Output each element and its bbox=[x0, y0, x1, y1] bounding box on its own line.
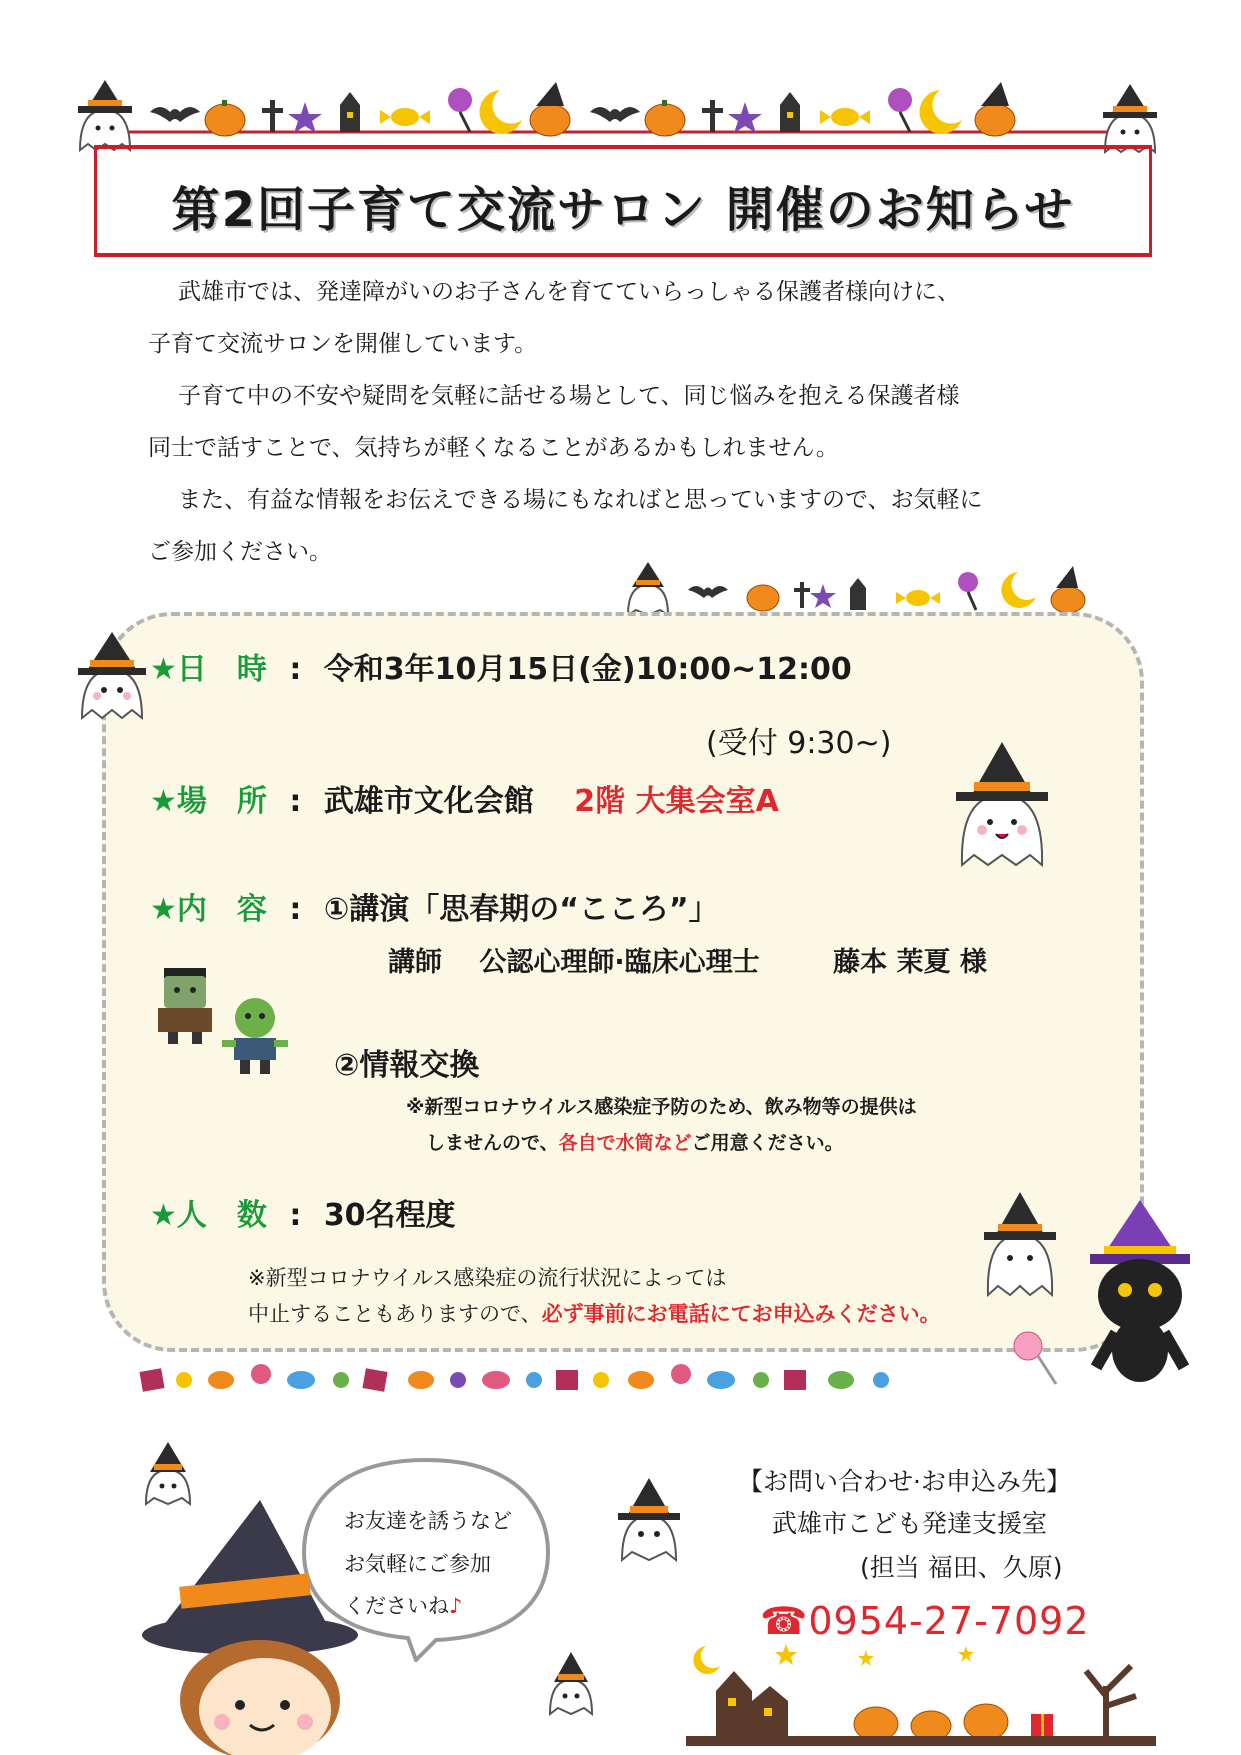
frankenstein-icon bbox=[150, 966, 220, 1046]
candy-icon bbox=[820, 108, 870, 126]
intro-line: 子育て交流サロンを開催しています。 bbox=[148, 331, 538, 357]
intro-line: 武雄市では、発達障がいのお子さんを育てていらっしゃる保護者様向けに、 bbox=[178, 279, 960, 305]
intro-line: 同士で話すことで、気持ちが軽くなることがあるかもしれません。 bbox=[148, 435, 839, 461]
cross-icon bbox=[262, 100, 283, 132]
music-note-icon: ♪ bbox=[449, 1594, 463, 1618]
phone-icon: ☎ bbox=[760, 1599, 809, 1643]
title-banner bbox=[94, 145, 1152, 257]
contact-staff: (担当 福田、久原) bbox=[860, 1553, 1063, 1582]
lollipop-icon bbox=[888, 88, 912, 132]
cross-icon bbox=[702, 100, 723, 132]
lecturer-label: 講師 bbox=[388, 947, 442, 978]
halloween-garland-small bbox=[618, 560, 1118, 620]
lecturer-row bbox=[388, 940, 987, 979]
witch-girl-icon bbox=[140, 1500, 360, 1755]
pumpkin-icon bbox=[747, 585, 779, 611]
haunted-house-icon bbox=[340, 92, 360, 132]
people-row bbox=[150, 1190, 456, 1234]
bubble-line3 bbox=[344, 1590, 462, 1620]
intro-paragraph bbox=[148, 266, 1128, 578]
ghost-icon bbox=[78, 80, 132, 150]
pumpkin-icon bbox=[205, 100, 245, 136]
contact-office: 武雄市こども発達支援室 bbox=[772, 1509, 1048, 1538]
colon: : bbox=[289, 1198, 302, 1233]
contact-heading: 【お問い合わせ·お申込み先】 bbox=[738, 1467, 1071, 1496]
cancel-note-text: 中止することもありますので、 bbox=[248, 1302, 542, 1326]
intro-line: ご参加ください。 bbox=[148, 539, 332, 565]
covid-note-highlight: 各自で水筒など bbox=[558, 1132, 692, 1154]
ghost-witch-icon bbox=[980, 1190, 1060, 1300]
candy-icon bbox=[139, 1364, 889, 1392]
candy-icon bbox=[896, 590, 940, 606]
covid-note-text: しませんので、 bbox=[426, 1132, 559, 1154]
date-row bbox=[150, 644, 852, 688]
intro-line: また、有益な情報をお伝えできる場にもなればと思っていますので、お気軽に bbox=[178, 487, 983, 513]
ghost-witch-icon bbox=[544, 1650, 598, 1716]
people-value: 30名程度 bbox=[323, 1198, 456, 1233]
pumpkin-witch-icon bbox=[975, 82, 1015, 136]
black-cat-witch-icon bbox=[1070, 1200, 1210, 1390]
moon-icon bbox=[480, 90, 522, 134]
lollipop-icon bbox=[448, 88, 472, 132]
pumpkin-witch-icon bbox=[1051, 566, 1085, 613]
reception-time: (受付 9:30~) bbox=[706, 726, 892, 761]
content-label: ★内 容 bbox=[150, 892, 267, 927]
cancel-note-line1: ※新型コロナウイルス感染症の流行状況によっては bbox=[248, 1266, 727, 1290]
haunted-house-icon bbox=[850, 578, 866, 610]
colon: : bbox=[289, 892, 302, 927]
bat-icon bbox=[150, 107, 200, 122]
star-icon bbox=[288, 102, 322, 133]
ghost-icon bbox=[1103, 84, 1157, 152]
lecturer-title: 公認心理師·臨床心理士 bbox=[479, 947, 760, 978]
covid-note-text: ご用意ください。 bbox=[691, 1132, 844, 1154]
lollipop-icon bbox=[958, 572, 978, 610]
covid-note-line2 bbox=[426, 1128, 844, 1155]
people-label: ★人 数 bbox=[150, 1198, 267, 1233]
candy-icon bbox=[380, 108, 430, 126]
colon: : bbox=[289, 784, 302, 819]
bubble-line2: お気軽にご参加 bbox=[344, 1552, 491, 1576]
zombie-icon bbox=[220, 996, 290, 1078]
covid-note-line1: ※新型コロナウイルス感染症予防のため、飲み物等の提供は bbox=[406, 1096, 917, 1118]
ghost-witch-icon bbox=[614, 1476, 684, 1562]
lollipop-icon bbox=[1010, 1328, 1060, 1388]
info-exchange: ②情報交換 bbox=[334, 1048, 480, 1083]
bubble-text: くださいね bbox=[344, 1594, 449, 1618]
cancel-note-line2 bbox=[248, 1298, 941, 1328]
star-icon bbox=[810, 584, 836, 608]
content-row bbox=[150, 884, 719, 928]
pumpkin-icon bbox=[645, 100, 685, 136]
cross-icon bbox=[794, 582, 810, 608]
phone-number: 0954-27-7092 bbox=[808, 1599, 1090, 1643]
place-value: 武雄市文化会館 bbox=[323, 784, 534, 819]
candy-garland bbox=[136, 1360, 1016, 1400]
ghost-witch-icon bbox=[952, 740, 1052, 870]
page-title: 第2回子育て交流サロン 開催のお知らせ bbox=[171, 182, 1075, 238]
bat-icon bbox=[688, 586, 728, 598]
colon: : bbox=[289, 652, 302, 687]
cancel-note-highlight: 必ず事前にお電話にてお申込みください。 bbox=[541, 1302, 941, 1326]
pumpkin-witch-icon bbox=[530, 82, 570, 136]
moon-icon bbox=[920, 90, 962, 134]
date-label: ★日 時 bbox=[150, 652, 267, 687]
intro-line: 子育て中の不安や疑問を気軽に話せる場として、同じ悩みを抱える保護者様 bbox=[178, 383, 960, 409]
bat-icon bbox=[590, 107, 640, 122]
star-icon bbox=[728, 102, 762, 133]
bubble-line1: お友達を誘うなど bbox=[344, 1509, 512, 1533]
place-room: 2階 大集会室A bbox=[574, 784, 779, 819]
lecturer-name: 藤本 茉夏 様 bbox=[833, 947, 987, 978]
moon-icon bbox=[1001, 572, 1036, 608]
ghost-witch-icon bbox=[140, 1440, 196, 1506]
halloween-night-scene-icon bbox=[686, 1636, 1156, 1746]
date-value: 令和3年10月15日(金)10:00~12:00 bbox=[323, 652, 852, 687]
ghost-witch-icon bbox=[72, 630, 152, 720]
content-lecture: ①講演「思春期の“こころ”」 bbox=[323, 892, 719, 927]
ghost-icon bbox=[628, 562, 668, 615]
place-row bbox=[150, 776, 779, 820]
haunted-house-icon bbox=[780, 92, 800, 132]
place-label: ★場 所 bbox=[150, 784, 267, 819]
